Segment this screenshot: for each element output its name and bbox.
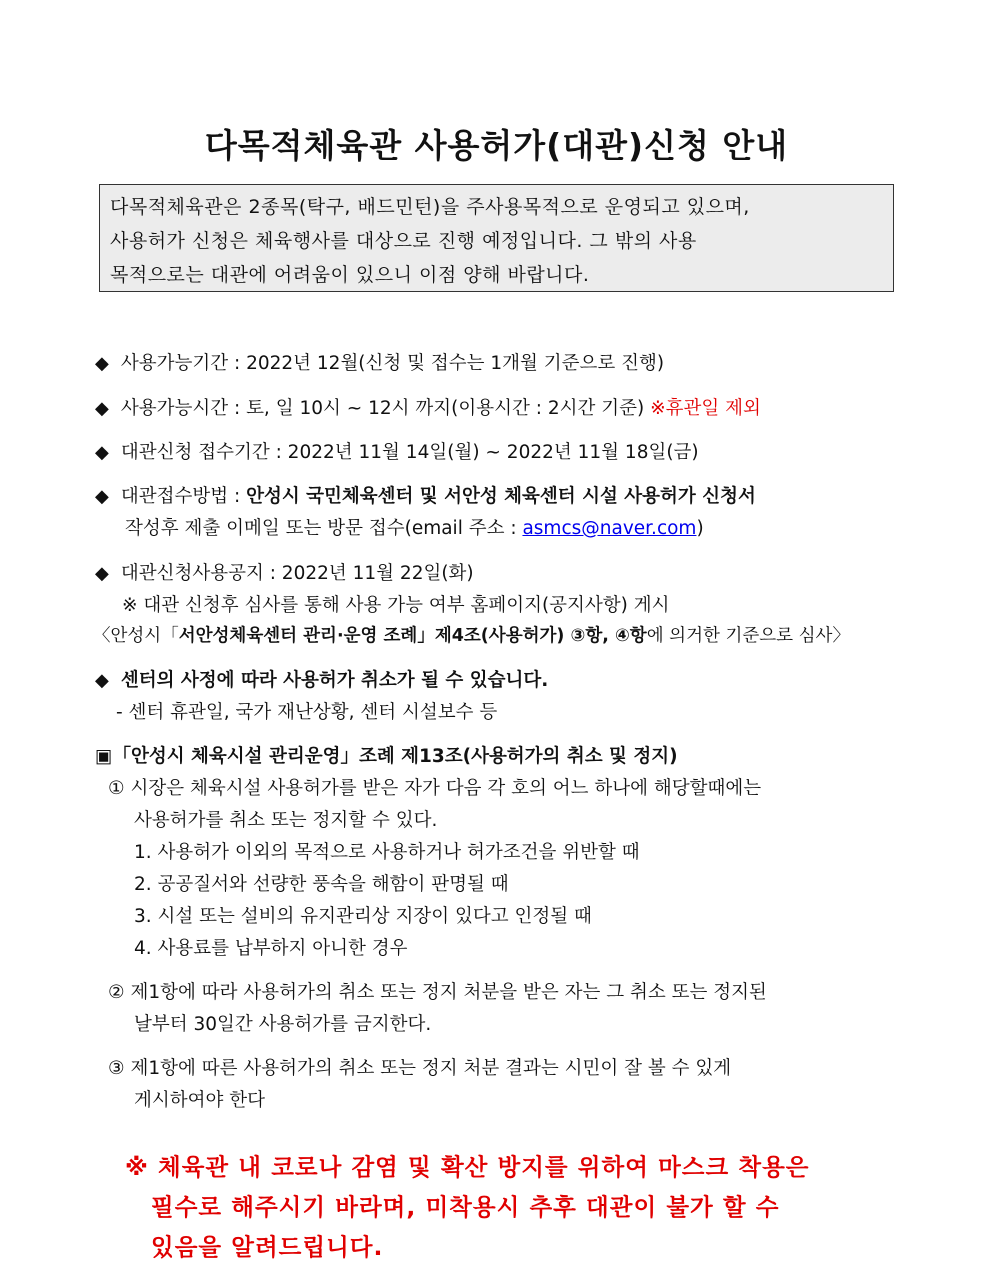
ordinance-p2-line1: ② 제1항에 따라 사용허가의 취소 또는 정지 처분을 받은 자는 그 취소 또는 정지된 <box>108 982 767 1003</box>
ordinance-heading: ▣「안성시 체육시설 관리운영」조례 제13조(사용허가의 취소 및 정지) <box>95 746 678 767</box>
ordinance-p3-line2: 게시하여야 한다 <box>134 1090 265 1111</box>
item-cancel <box>95 666 548 692</box>
email-link[interactable]: asmcs@naver.com <box>522 518 697 539</box>
item-period <box>95 349 664 375</box>
mask-notice-line3: 있음을 알려드립니다. <box>151 1233 384 1261</box>
item-method-form-name: 안성시 국민체육센터 및 서안성 체육센터 시설 사용허가 신청서 <box>246 486 756 507</box>
item-announce <box>95 559 474 585</box>
item-time-text: 사용가능시간 : 토, 일 10시 ~ 12시 까지(이용시간 : 2시간 기준) <box>120 398 645 419</box>
ordinance-p2-line2: 날부터 30일간 사용허가를 금지한다. <box>134 1014 432 1035</box>
item-announce-note: ※ 대관 신청후 심사를 통해 사용 가능 여부 홈페이지(공지사항) 게시 <box>122 595 670 616</box>
item-period-text: 사용가능기간 : 2022년 12월(신청 및 접수는 1개월 기준으로 진행) <box>120 353 665 374</box>
notice-line: 다목적체육관은 2종목(탁구, 배드민턴)을 주사용목적으로 운영되고 있으며, <box>110 196 750 218</box>
page-title: 다목적체육관 사용허가(대관)신청 안내 <box>204 126 789 165</box>
notice-line: 사용허가 신청은 체육행사를 대상으로 진행 예정입니다. 그 밖의 사용 <box>110 230 697 252</box>
diamond-bullet-icon: ◆ <box>95 398 109 419</box>
mask-notice-line1: ※ 체육관 내 코로나 감염 및 확산 방지를 위하여 마스크 착용은 <box>125 1153 810 1181</box>
item-basis <box>93 622 850 647</box>
item-basis-suffix: 에 의거한 기준으로 심사〉 <box>646 626 850 646</box>
diamond-bullet-icon: ◆ <box>95 563 109 584</box>
ordinance-p1-item: 1. 사용허가 이외의 목적으로 사용하거나 허가조건을 위반할 때 <box>134 842 640 863</box>
ordinance-p1-line1: ① 시장은 체육시설 사용허가를 받은 자가 다음 각 호의 어느 하나에 해당할때에는 <box>108 778 762 799</box>
ordinance-p1-line2: 사용허가를 취소 또는 정지할 수 있다. <box>134 810 438 831</box>
diamond-bullet-icon: ◆ <box>95 353 109 374</box>
item-method-line2 <box>125 514 704 540</box>
item-method-submit-text: 작성후 제출 이메일 또는 방문 접수(email 주소 : <box>125 518 523 539</box>
ordinance-p1-item: 4. 사용료를 납부하지 아니한 경우 <box>134 938 408 959</box>
item-basis-prefix: 〈안성시「 <box>93 626 179 646</box>
ordinance-p1-item: 2. 공공질서와 선량한 풍속을 해함이 판명될 때 <box>134 874 509 895</box>
holiday-exclusion-note: ※휴관일 제외 <box>650 398 761 419</box>
item-announce-text: 대관신청사용공지 : 2022년 11월 22일(화) <box>120 563 474 584</box>
ordinance-p1-item: 3. 시설 또는 설비의 유지관리상 지장이 있다고 인정될 때 <box>134 906 592 927</box>
item-apply-period-text: 대관신청 접수기간 : 2022년 11월 14일(월) ~ 2022년 11월 18일(금) <box>120 442 699 463</box>
item-apply-period <box>95 438 699 464</box>
notice-box <box>99 184 894 292</box>
item-time <box>95 394 761 420</box>
item-method-label: 대관접수방법 : <box>120 486 247 507</box>
ordinance-p3-line1: ③ 제1항에 따른 사용허가의 취소 또는 정지 처분 결과는 시민이 잘 볼 수 있게 <box>108 1058 732 1079</box>
mask-notice-line2: 필수로 해주시기 바라며, 미착용시 추후 대관이 불가 할 수 <box>151 1193 780 1221</box>
diamond-bullet-icon: ◆ <box>95 670 109 691</box>
diamond-bullet-icon: ◆ <box>95 486 109 507</box>
item-cancel-text: 센터의 사정에 따라 사용허가 취소가 될 수 있습니다. <box>120 670 549 691</box>
item-cancel-sub: - 센터 휴관일, 국가 재난상황, 센터 시설보수 등 <box>116 702 498 723</box>
item-method <box>95 482 756 508</box>
notice-line: 목적으로는 대관에 어려움이 있으니 이점 양해 바랍니다. <box>110 264 590 286</box>
item-basis-bold: 서안성체육센터 관리·운영 조례」제4조(사용허가) ③항, ④항 <box>178 626 647 646</box>
item-method-close: ) <box>696 518 704 539</box>
diamond-bullet-icon: ◆ <box>95 442 109 463</box>
